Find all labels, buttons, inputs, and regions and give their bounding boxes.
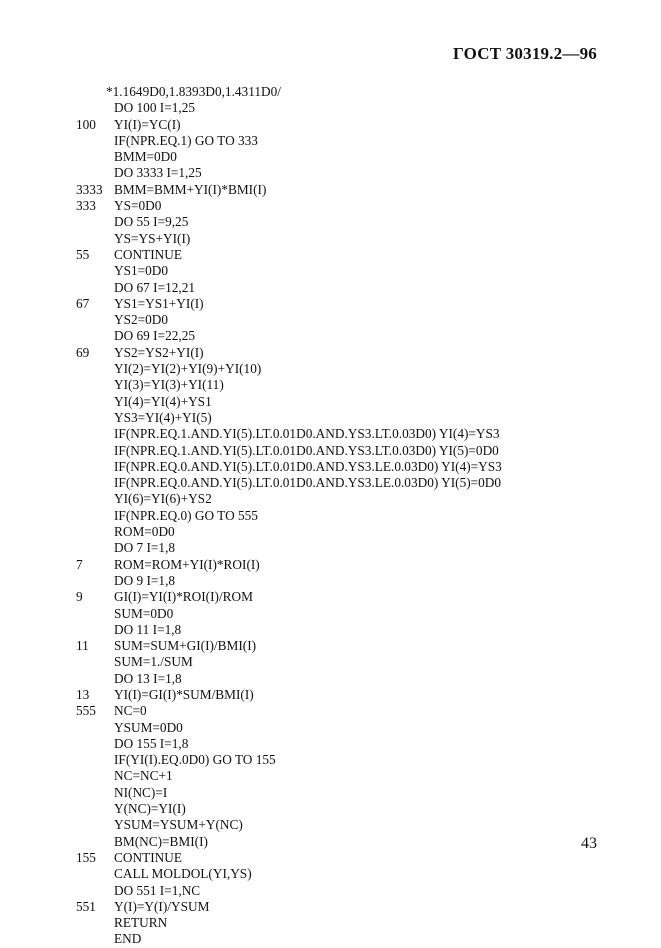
code-line [76,573,502,589]
statement-label [76,931,114,947]
statement-label [76,214,114,230]
statement-label [76,883,114,899]
statement-label: 551 [76,898,96,914]
statement-label [76,768,114,784]
code-line [76,475,502,491]
statement-label [76,785,114,801]
statement-text: YS2=0D0 [114,312,169,328]
statement-label: 67 [76,295,90,311]
statement-label [76,573,114,589]
code-line [76,231,502,247]
code-line [76,866,502,882]
code-line [76,443,502,459]
statement-text: YS1=0D0 [114,263,169,279]
statement-text: DO 9 I=1,8 [114,572,176,588]
statement-text: YI(3)=YI(3)+YI(11) [114,377,224,393]
code-line [76,703,502,719]
statement-label: 69 [76,344,90,360]
statement-label [76,459,114,475]
statement-text: Y(NC)=YI(I) [114,801,186,817]
statement-text: CONTINUE [114,849,182,865]
code-line [76,899,502,915]
statement-label: 155 [76,849,96,865]
code-line [76,198,502,214]
code-line [76,752,502,768]
code-line [76,263,502,279]
code-line [76,426,502,442]
statement-label [76,165,114,181]
code-line [76,345,502,361]
statement-text: YS1=YS1+YI(I) [114,295,204,311]
statement-text: YSUM=0D0 [114,719,183,735]
statement-text: IF(NPR.EQ.0) GO TO 555 [114,507,258,523]
statement-label [76,475,114,491]
statement-text: BMM=BMM+YI(I)*BMI(I) [114,181,267,197]
statement-label [76,133,114,149]
statement-text: GI(I)=YI(I)*ROI(I)/ROM [114,589,253,605]
code-line [76,671,502,687]
statement-text: IF(NPR.EQ.0.AND.YI(5).LT.0.01D0.AND.YS3.LE.0.03D0) YI(4)=YS3 [114,458,502,474]
statement-text: DO 67 I=12,21 [114,279,195,295]
statement-label [76,834,114,850]
statement-text: ROM=0D0 [114,524,175,540]
code-line [76,459,502,475]
code-line [76,883,502,899]
statement-label [76,540,114,556]
statement-text: DO 7 I=1,8 [114,540,176,556]
statement-text: YI(2)=YI(2)+YI(9)+YI(10) [114,361,262,377]
statement-label [76,866,114,882]
code-line [76,312,502,328]
statement-label: 9 [76,589,83,605]
statement-text: SUM=0D0 [114,605,174,621]
statement-label [76,280,114,296]
statement-text: IF(NPR.EQ.1) GO TO 333 [114,132,258,148]
statement-text: YI(I)=YC(I) [114,116,181,132]
code-line [76,834,502,850]
statement-text: CALL MOLDOL(YI,YS) [114,866,252,882]
statement-text: DO 13 I=1,8 [114,670,182,686]
statement-text: SUM=1./SUM [114,654,193,670]
statement-label [76,736,114,752]
code-line [76,785,502,801]
code-line [76,638,502,654]
statement-label [76,312,114,328]
code-line [76,850,502,866]
statement-label [76,394,114,410]
code-line [76,84,502,100]
statement-label: 13 [76,686,90,702]
statement-label [76,801,114,817]
statement-text: BM(NC)=BMI(I) [114,833,208,849]
statement-label: 3333 [76,181,103,197]
statement-text: YSUM=YSUM+Y(NC) [114,817,243,833]
statement-label [76,915,114,931]
code-line [76,524,502,540]
statement-label [76,410,114,426]
document-header: ГОСТ 30319.2—96 [453,44,597,63]
code-line [76,117,502,133]
code-line [76,720,502,736]
statement-text: SUM=SUM+GI(I)/BMI(I) [114,638,257,654]
statement-label [76,720,114,736]
code-line [76,491,502,507]
code-line [76,247,502,263]
code-line [76,410,502,426]
statement-label [76,263,114,279]
statement-text: YS3=YI(4)+YI(5) [114,409,212,425]
statement-text: RETURN [114,915,168,931]
code-line [76,589,502,605]
statement-label: 100 [76,116,96,132]
statement-label [76,328,114,344]
statement-label [76,524,114,540]
statement-text: END [114,931,142,947]
statement-label: 11 [76,638,89,654]
code-line [76,100,502,116]
statement-label [76,671,114,687]
code-line [76,801,502,817]
code-line [76,622,502,638]
statement-label: 555 [76,703,96,719]
statement-text: YS=YS+YI(I) [114,230,191,246]
page-number: 43 [581,835,597,852]
code-line [76,915,502,931]
statement-label [76,361,114,377]
statement-text: BMM=0D0 [114,149,177,165]
statement-label [76,100,114,116]
code-listing [76,84,502,948]
statement-text: IF(NPR.EQ.1.AND.YI(5).LT.0.01D0.AND.YS3.LT.0.03D0) YI(5)=0D0 [114,442,499,458]
code-line [76,182,502,198]
code-line [76,394,502,410]
statement-text: CONTINUE [114,246,182,262]
statement-text: IF(NPR.EQ.0.AND.YI(5).LT.0.01D0.AND.YS3.LE.0.03D0) YI(5)=0D0 [114,475,502,491]
statement-text: IF(YI(I).EQ.0D0) GO TO 155 [114,752,276,768]
statement-text: *1.1649D0,1.8393D0,1.4311D0/ [106,84,281,99]
statement-text: DO 155 I=1,8 [114,735,189,751]
statement-text: Y(I)=Y(I)/YSUM [114,898,210,914]
code-line [76,214,502,230]
code-line [76,606,502,622]
statement-text: DO 3333 I=1,25 [114,165,202,181]
code-line [76,817,502,833]
code-line [76,508,502,524]
statement-text: YI(6)=YI(6)+YS2 [114,491,212,507]
code-line [76,540,502,556]
code-line [76,557,502,573]
statement-label [76,606,114,622]
statement-text: YS2=YS2+YI(I) [114,344,204,360]
statement-label [76,377,114,393]
statement-label [76,508,114,524]
statement-label [76,817,114,833]
statement-label [76,752,114,768]
statement-label [76,654,114,670]
code-line [76,149,502,165]
statement-text: DO 551 I=1,NC [114,882,201,898]
statement-text: NI(NC)=I [114,784,168,800]
code-line [76,768,502,784]
statement-text: NC=NC+1 [114,768,173,784]
statement-label: 7 [76,556,83,572]
code-line [76,736,502,752]
code-line [76,133,502,149]
code-line [76,280,502,296]
code-line [76,328,502,344]
statement-text: ROM=ROM+YI(I)*ROI(I) [114,556,260,572]
statement-text: YI(4)=YI(4)+YS1 [114,393,212,409]
statement-text: DO 69 I=22,25 [114,328,195,344]
statement-label [76,622,114,638]
statement-text: YI(I)=GI(I)*SUM/BMI(I) [114,686,254,702]
statement-label [76,491,114,507]
statement-label [76,149,114,165]
statement-label [76,231,114,247]
code-line [76,361,502,377]
statement-label: 55 [76,246,90,262]
statement-text: DO 100 I=1,25 [114,100,195,116]
statement-text: NC=0 [114,703,147,719]
statement-text: YS=0D0 [114,198,162,214]
statement-label: 333 [76,198,96,214]
code-line [76,931,502,947]
code-line [76,687,502,703]
statement-label [76,443,114,459]
statement-text: IF(NPR.EQ.1.AND.YI(5).LT.0.01D0.AND.YS3.LT.0.03D0) YI(4)=YS3 [114,426,500,442]
statement-text: DO 11 I=1,8 [114,621,182,637]
statement-label [76,426,114,442]
code-line [76,165,502,181]
code-line [76,377,502,393]
code-line [76,654,502,670]
code-line [76,296,502,312]
statement-text: DO 55 I=9,25 [114,214,189,230]
